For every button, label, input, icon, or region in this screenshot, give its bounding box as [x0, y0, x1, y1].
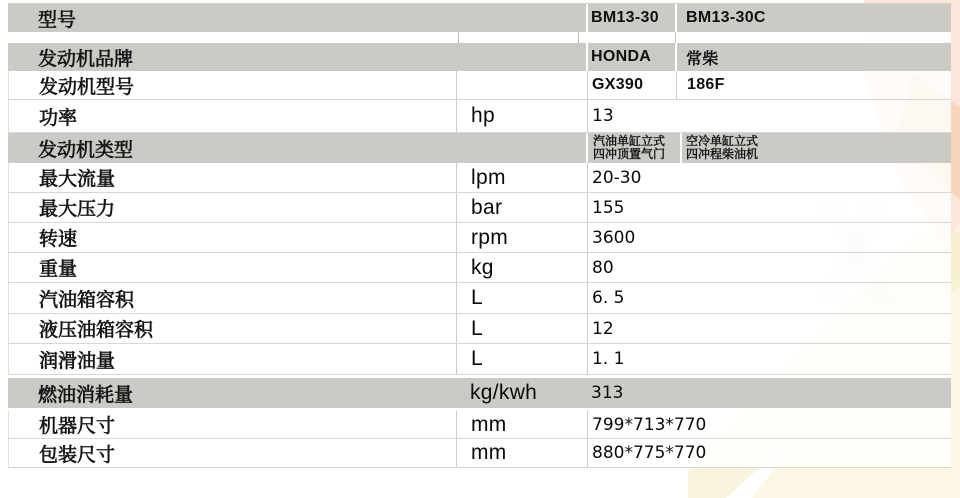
column-divider [675, 4, 677, 32]
spec-label: 润滑油量 [39, 350, 116, 372]
spec-unit: lpm [471, 165, 506, 189]
column-divider [456, 223, 457, 252]
spec-value: 12 [592, 318, 614, 339]
spec-unit: mm [471, 441, 507, 464]
spec-label: 最大压力 [39, 199, 116, 220]
spec-value-engine-2: 186F [687, 76, 725, 93]
spec-label: 最大流量 [39, 169, 116, 190]
column-divider [676, 71, 677, 99]
column-divider [587, 71, 588, 99]
spec-value-model-2: BM13-30C [686, 9, 766, 26]
spec-unit: L [471, 286, 483, 309]
spec-label: 包装尺寸 [39, 444, 116, 466]
spec-value-brand-2: 常柴 [686, 50, 719, 68]
spec-row-weight [8, 253, 951, 283]
column-divider [456, 163, 457, 192]
column-divider [587, 163, 588, 192]
spec-label: 转速 [39, 229, 78, 250]
column-divider [456, 253, 457, 282]
spec-unit: rpm [471, 225, 509, 249]
column-divider [456, 100, 457, 132]
spec-row-packing-size [8, 439, 951, 468]
column-divider [587, 411, 588, 438]
spec-label: 功率 [39, 107, 78, 129]
table-gap-strip [8, 32, 951, 43]
spec-row-speed [8, 223, 951, 253]
column-divider [456, 439, 457, 467]
type-line: 四冲程柴油机 [686, 147, 759, 161]
spec-value: 880*775*770 [592, 443, 707, 463]
type-line: 四冲顶置气门 [593, 147, 666, 161]
spec-value: 155 [592, 197, 625, 218]
column-divider [456, 411, 457, 438]
spec-row-machine-size [8, 411, 951, 439]
spec-label: 液压油箱容积 [39, 320, 154, 341]
column-divider [586, 43, 588, 71]
spec-unit: kg [471, 255, 494, 279]
column-divider [587, 314, 588, 343]
spec-label: 重量 [39, 259, 78, 280]
spec-value: 80 [592, 257, 614, 278]
spec-unit: bar [471, 195, 503, 219]
spec-row-max-flow [8, 163, 951, 193]
column-tick [578, 32, 579, 43]
spec-row-model [8, 3, 951, 32]
spec-row-hydraulic-tank [8, 314, 951, 344]
spec-table [8, 3, 951, 468]
spec-label: 燃油消耗量 [38, 384, 134, 406]
spec-row-max-pressure [8, 193, 951, 223]
spec-row-fuel-tank [8, 283, 951, 314]
spec-value: 3600 [592, 227, 636, 248]
spec-unit: kg/kwh [470, 381, 538, 404]
column-tick [458, 32, 459, 43]
column-divider [456, 71, 457, 99]
column-divider [587, 100, 588, 132]
spec-value: 20-30 [592, 167, 642, 188]
spec-unit: mm [471, 412, 507, 436]
column-divider [587, 193, 588, 222]
spec-row-engine-model [8, 71, 951, 100]
spec-label: 汽油箱容积 [39, 289, 135, 311]
spec-row-power [8, 100, 951, 133]
spec-value: 799*713*770 [592, 414, 707, 435]
spec-label: 机器尺寸 [39, 416, 116, 437]
spec-value-engine-1: GX390 [592, 76, 644, 93]
column-divider [456, 344, 457, 374]
spec-label: 发动机类型 [38, 139, 134, 161]
spec-value-type-2 [686, 133, 758, 163]
spec-label: 型号 [38, 9, 77, 31]
column-tick [675, 32, 676, 43]
column-divider [675, 43, 677, 71]
spec-value-type-1 [593, 133, 665, 163]
spec-row-engine-brand [8, 43, 951, 71]
spec-unit: L [471, 316, 483, 340]
column-divider [587, 223, 588, 252]
column-divider [456, 314, 457, 343]
column-divider [456, 193, 457, 222]
column-divider [587, 439, 588, 467]
column-divider [680, 133, 682, 163]
spec-value-model-1: BM13-30 [591, 9, 659, 26]
spec-row-fuel-consumption [8, 378, 951, 408]
spec-unit: hp [471, 104, 495, 127]
spec-label: 发动机型号 [39, 76, 135, 98]
spec-row-engine-type [8, 133, 951, 163]
spec-label: 发动机品牌 [38, 48, 134, 70]
spec-value: 13 [592, 106, 614, 126]
spec-value: 6. 5 [592, 288, 625, 308]
column-divider [586, 4, 588, 32]
column-divider [456, 283, 457, 313]
column-divider [586, 133, 588, 163]
spec-value: 1. 1 [592, 349, 625, 369]
spec-value-brand-1: HONDA [591, 48, 652, 65]
column-divider [587, 253, 588, 282]
spec-unit: L [471, 347, 483, 370]
spec-value: 313 [591, 383, 624, 403]
spec-row-lubricant [8, 344, 951, 375]
type-line: 汽油单缸立式 [593, 134, 666, 148]
column-divider [587, 283, 588, 313]
type-line: 空冷单缸立式 [686, 134, 759, 148]
column-divider [587, 344, 588, 374]
